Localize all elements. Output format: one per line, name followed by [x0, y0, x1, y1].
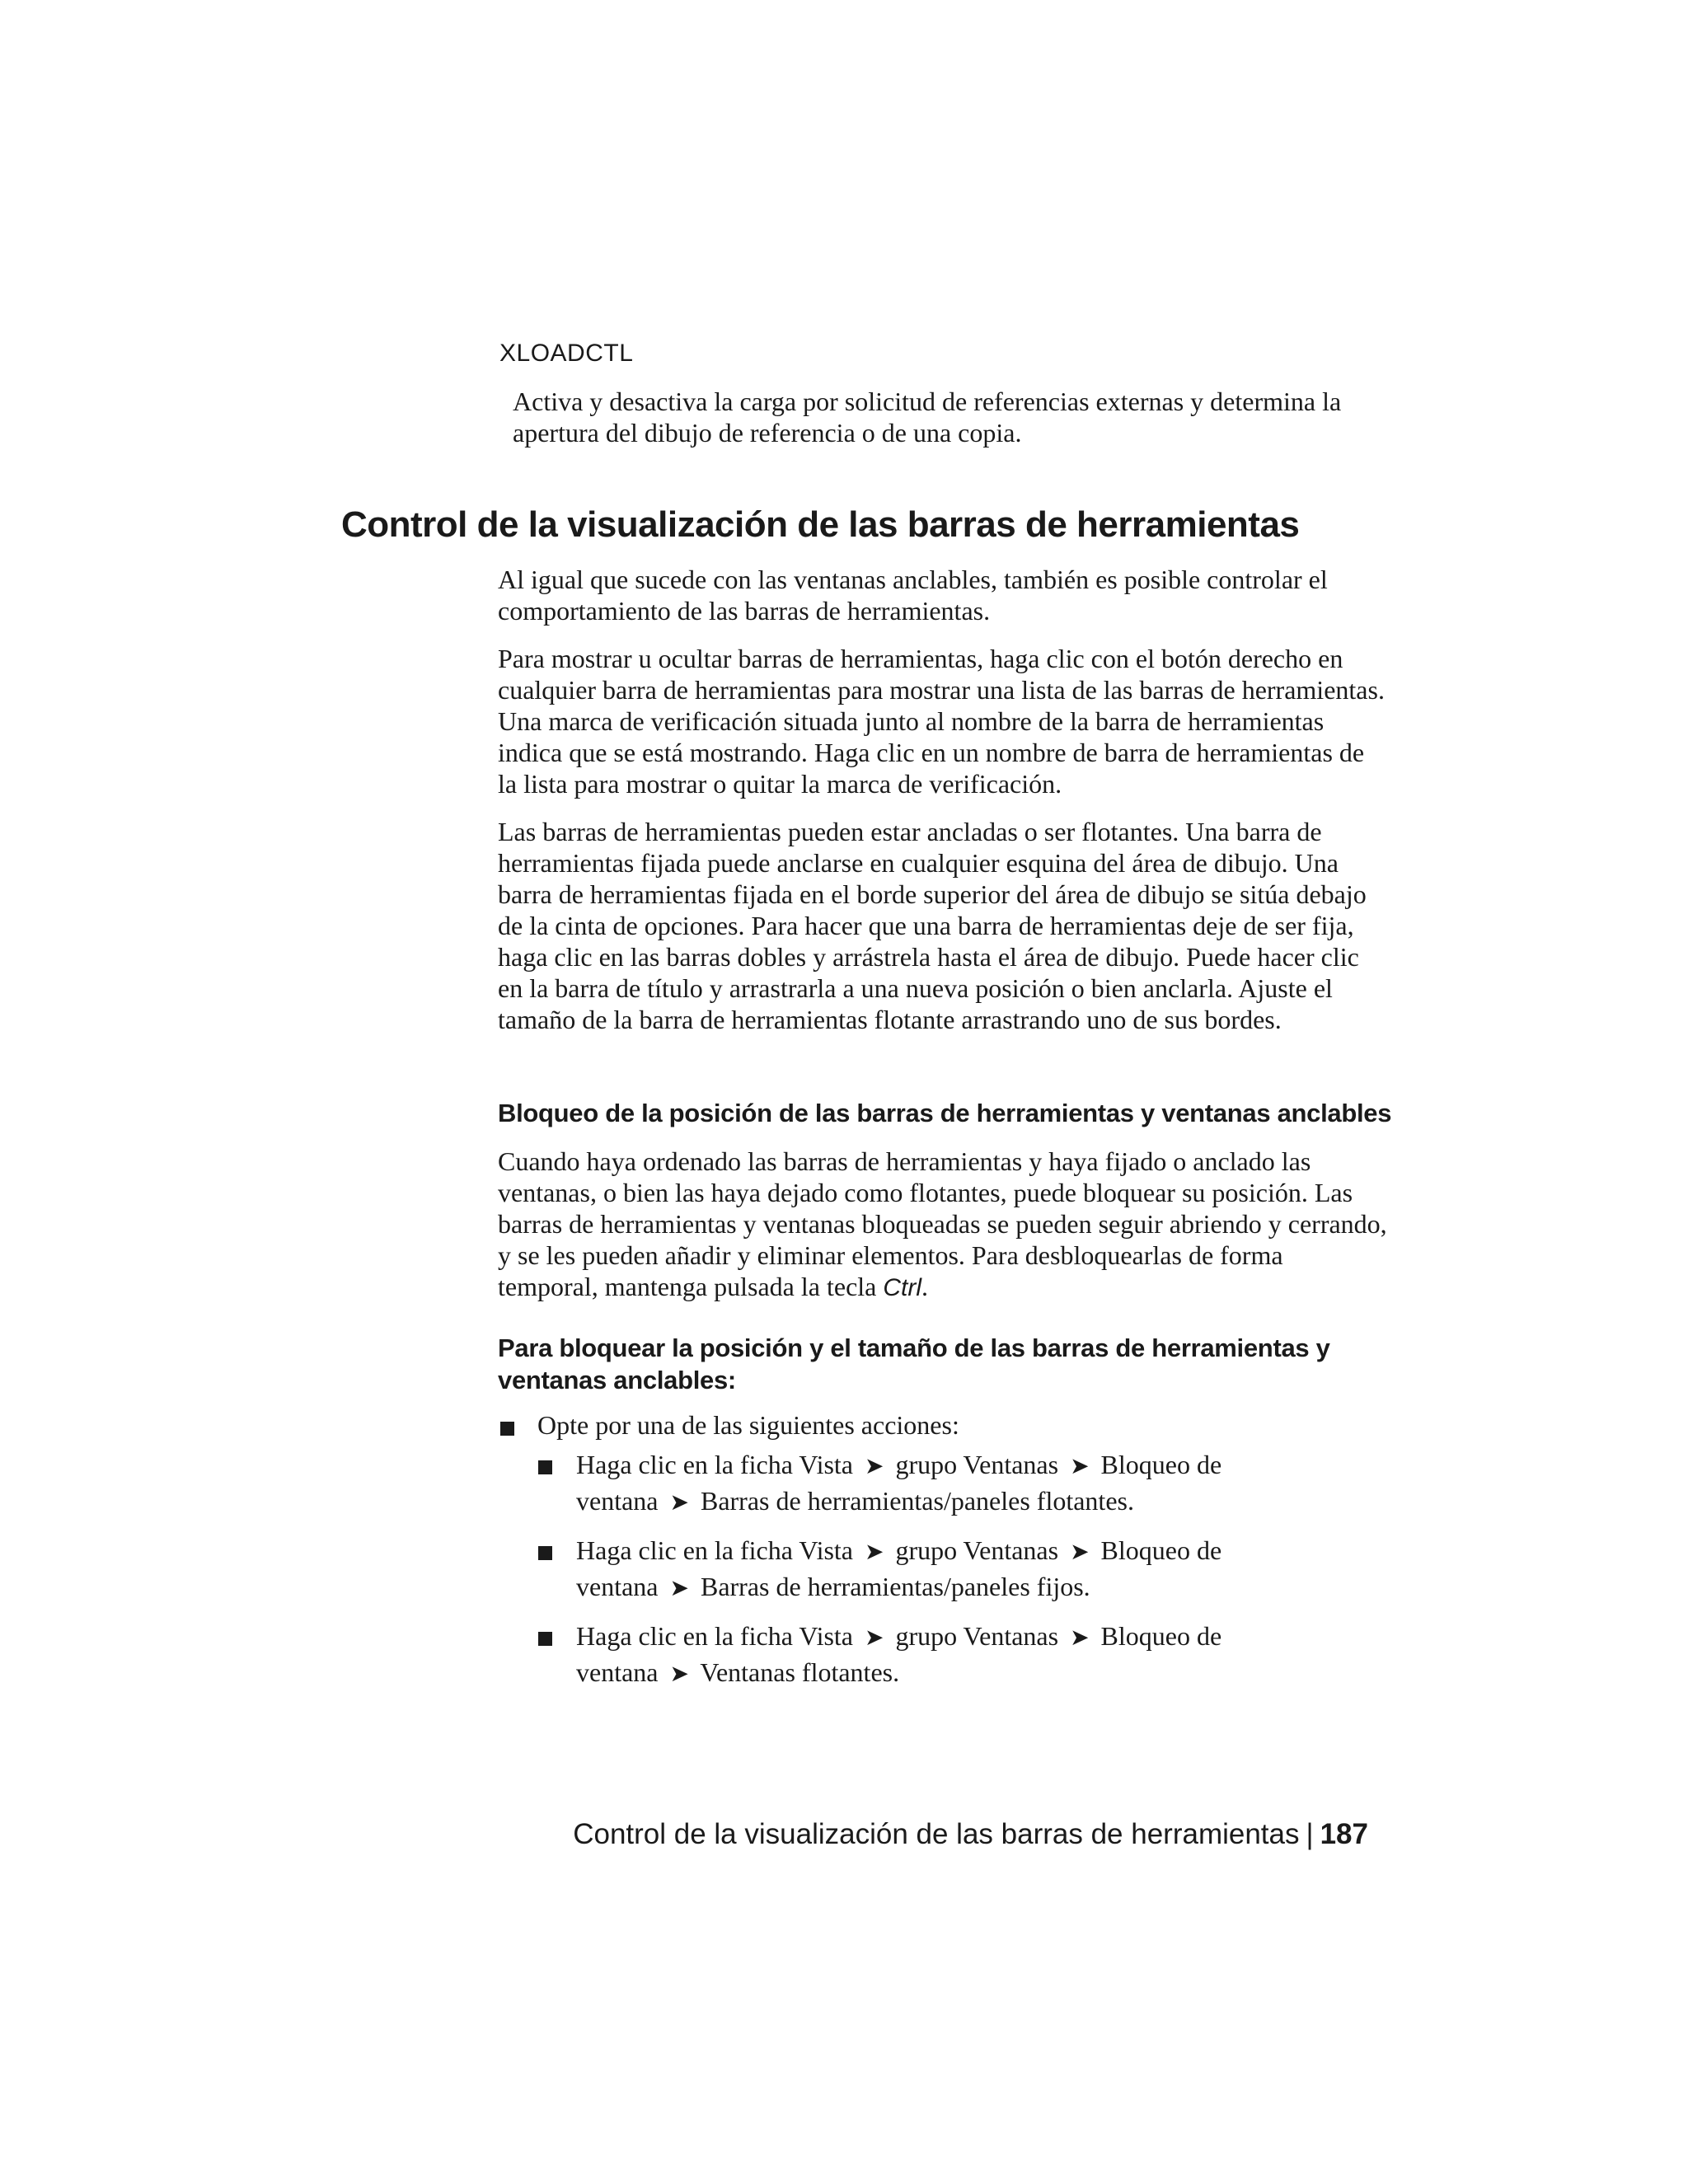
option-target: Ventanas flotantes. [700, 1657, 900, 1687]
option-prefix: Haga clic en la ficha Vista [576, 1621, 853, 1651]
page-footer [573, 1818, 1368, 1851]
bullet-square-icon [538, 1632, 552, 1646]
bullet-square-icon [538, 1460, 552, 1474]
section-heading: Control de la visualización de las barras de herramientas [341, 504, 1300, 545]
procedure-step: Opte por una de las siguientes acciones: [537, 1410, 959, 1440]
option-lock: Bloqueo de [1100, 1535, 1222, 1565]
option-group: grupo Ventanas [895, 1621, 1059, 1651]
page-number: 187 [1320, 1818, 1368, 1850]
arrow-right-icon: ➤ [865, 1452, 884, 1479]
arrow-right-icon: ➤ [865, 1538, 884, 1565]
bullet-square-icon [500, 1422, 514, 1436]
option-group: grupo Ventanas [895, 1535, 1059, 1565]
arrow-right-icon: ➤ [669, 1660, 689, 1687]
intro-paragraph: Al igual que sucede con las ventanas anclables, también es posible controlar el comportamiento de las barras de herramientas. [498, 565, 1328, 626]
footer-separator: | [1306, 1818, 1314, 1850]
ctrl-key-name: Ctrl [883, 1274, 922, 1301]
docking-paragraph: Las barras de herramientas pueden estar ancladas o ser flotantes. Una barra de herramientas fijada puede anclarse en cualquier esquina del área de dibujo. Una barra de herramientas fijada en el borde superior del área de dibujo se sitúa debajo de la cinta de opciones. Para hacer que una barra de herramientas deje de ser fija, haga clic en las barras dobles y arrástrela hasta el área de dibujo. Puede hacer clic en la barra de título y arrastrarla a una nueva posición o bien anclarla. Ajuste el tamaño de la barra de herramientas flotante arrastrando uno de sus bordes. [498, 817, 1367, 1034]
lock-paragraph-end: . [921, 1272, 929, 1301]
option-window: ventana [576, 1486, 659, 1516]
bullet-square-icon [538, 1546, 552, 1560]
option-target: Barras de herramientas/paneles flotantes. [700, 1486, 1134, 1516]
option-floating-toolbars [576, 1447, 1285, 1520]
lock-paragraph-text: Cuando haya ordenado las barras de herramientas y haya fijado o anclado las ventanas, o bien las haya dejado como flotantes, puede bloquear su posición. Las barras de herramientas y ventanas bloqueadas se pueden seguir abriendo y cerrando, y se les pueden añadir y eliminar elementos. Para desbloquearlas de forma temporal, mantenga pulsada la tecla [498, 1146, 1387, 1301]
option-window: ventana [576, 1657, 659, 1687]
command-term: XLOADCTL [499, 340, 634, 367]
arrow-right-icon: ➤ [1070, 1538, 1090, 1565]
option-lock: Bloqueo de [1100, 1621, 1222, 1651]
option-floating-windows [576, 1619, 1285, 1691]
lock-subheading: Bloqueo de la posición de las barras de herramientas y ventanas anclables [498, 1099, 1392, 1127]
running-title: Control de la visualización de las barras de herramientas [573, 1818, 1300, 1850]
arrow-right-icon: ➤ [1070, 1624, 1090, 1651]
option-window: ventana [576, 1572, 659, 1601]
show-hide-paragraph: Para mostrar u ocultar barras de herramientas, haga clic con el botón derecho en cualquier barra de herramientas para mostrar una lista de las barras de herramientas. Una marca de verificación situada junto al nombre de la barra de herramientas indica que se está mostrando. Haga clic en un nombre de barra de herramientas de la lista para mostrar o quitar la marca de verificación. [498, 644, 1385, 799]
option-docked-toolbars [576, 1533, 1285, 1605]
option-group: grupo Ventanas [895, 1450, 1059, 1479]
arrow-right-icon: ➤ [865, 1624, 884, 1651]
arrow-right-icon: ➤ [1070, 1452, 1090, 1479]
option-target: Barras de herramientas/paneles fijos. [700, 1572, 1090, 1601]
option-prefix: Haga clic en la ficha Vista [576, 1535, 853, 1565]
procedure-heading: Para bloquear la posición y el tamaño de las barras de herramientas y ventanas anclables: [498, 1333, 1330, 1394]
command-description: Activa y desactiva la carga por solicitud de referencias externas y determina la apertura del dibujo de referencia o de una copia. [513, 387, 1342, 448]
lock-paragraph [498, 1146, 1388, 1304]
option-prefix: Haga clic en la ficha Vista [576, 1450, 853, 1479]
arrow-right-icon: ➤ [669, 1574, 689, 1601]
arrow-right-icon: ➤ [669, 1488, 689, 1516]
option-lock: Bloqueo de [1100, 1450, 1222, 1479]
